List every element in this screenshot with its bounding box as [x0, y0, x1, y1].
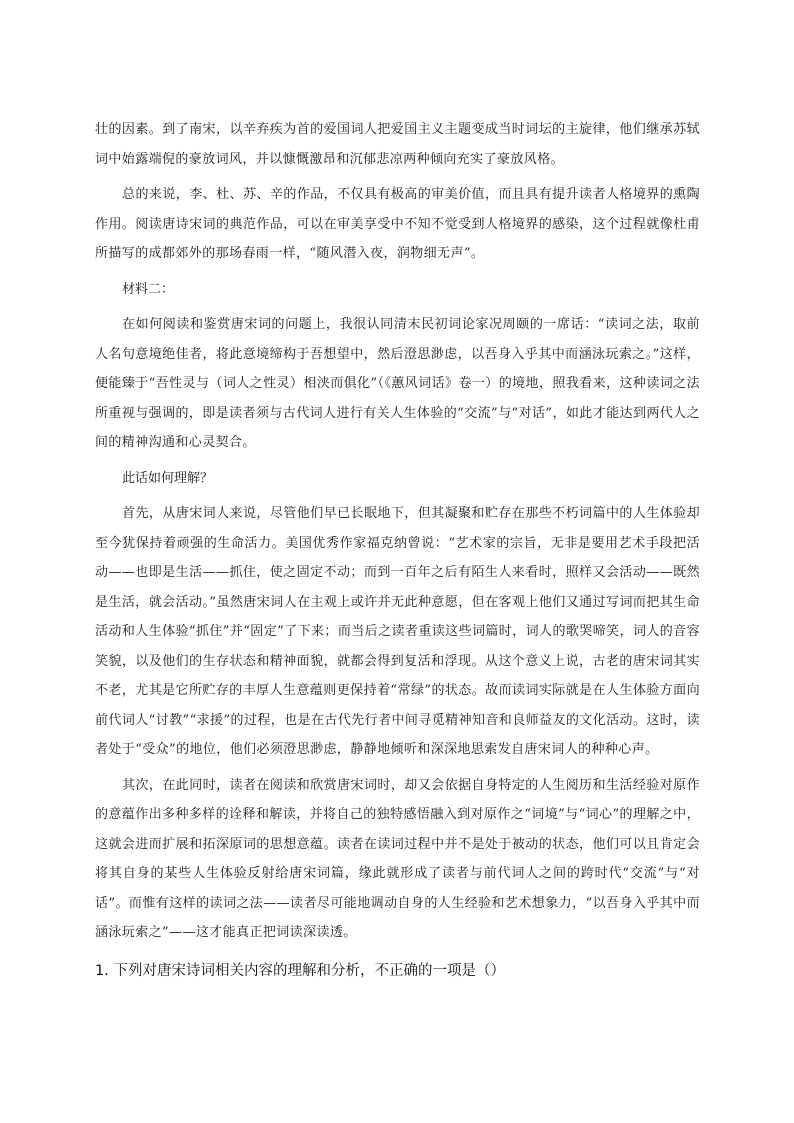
- question-line: 此话如何理解？: [122, 470, 214, 486]
- document-page: [95, 115, 700, 982]
- paragraph-5: 其次，在此同时，读者在阅读和欣赏唐宋词时，却又会依据自身特定的人生阅历和生活经验对原作的意蕴作出多种多样的诠释和解读，并将自己的独特感悟融入到对原作之“词境”与“词心”的理解之中，这就会进而扩展和拓深原词的思想意蕴。读者在读词过程中并不是处于被动的状态，他们可以且肯定会将其自身的某些人生体验反射给唐宋词篇，缘此就形成了读者与前代词人之间的跨时代“交流”与“对话”。而惟有这样的读词之法——读者尽可能地调动自身的人生经验和艺术想象力，“以吾身入乎其中而涵泳玩索之”——这才能真正把词读深读透。: [95, 777, 700, 940]
- paragraph-3: 在如何阅读和鉴赏唐宋词的问题上，我很认同清末民初词论家况周颐的一席话：“读词之法，取前人名句意境绝佳者，将此意境缔构于吾想望中，然后澄思渺虑，以吾身入乎其中而涵泳玩索之。”这样，便能臻于“吾性灵与（词人之性灵）相浃而俱化”（《蕙风词话》卷一）的境地，照我看来，这种读词之法所重视与强调的，即是读者须与古代词人进行有关人生体验的“交流”与“对话”，如此才能达到两代人之间的精神沟通和心灵契合。: [95, 317, 700, 450]
- paragraph-4: 首先，从唐宋词人来说，尽管他们早已长眠地下，但其凝聚和贮存在那些不朽词篇中的人生体验却至今犹保持着顽强的生命活力。美国优秀作家福克纳曾说：“艺术家的宗旨，无非是要用艺术手段把活动——也即是生活——抓住，使之固定不动；而到一百年之后有陌生人来看时，照样又会活动——既然是生活，就会活动。”虽然唐宋词人在主观上或许并无此种意愿，但在客观上他们又通过写词而把其生命活动和人生体验“抓住”并“固定”了下来；而当后之读者重读这些词篇时，词人的歌哭啼笑，词人的音容笑貌，以及他们的生存状态和精神面貌，就都会得到复活和浮现。从这个意义上说，古老的唐宋词其实不老，尤其是它所贮存的丰厚人生意蕴则更保持着“常绿”的状态。故而读词实际就是在人生体验方面向前代词人“讨教”“求援”的过程，也是在古代先行者中间寻觅精神知音和良师益友的文化活动。这时，读者处于“受众”的地位，他们必须澄思渺虑，静静地倾听和深深地思索发自唐宋词人的种种心声。: [95, 506, 700, 757]
- question-1: 1. 下列对唐宋诗词相关内容的理解和分析，不正确的一项是（）: [95, 962, 505, 979]
- paragraph-1: 壮的因素。到了南宋，以辛弃疾为首的爱国词人把爱国主义主题变成当时词坛的主旋律，他们继承苏轼词中始露端倪的豪放词风，并以慷慨激昂和沉郁悲凉两种倾向充实了豪放风格。: [95, 122, 700, 167]
- material-two-heading: 材料二：: [122, 281, 175, 297]
- paragraph-2: 总的来说，李、杜、苏、辛的作品，不仅具有极高的审美价值，而且具有提升读者人格境界的熏陶作用。阅读唐诗宋词的典范作品，可以在审美享受中不知不觉受到人格境界的感染，这个过程就像杜甫所描写的成都郊外的那场春雨一样，“随风潜入夜，润物细无声”。: [95, 187, 700, 261]
